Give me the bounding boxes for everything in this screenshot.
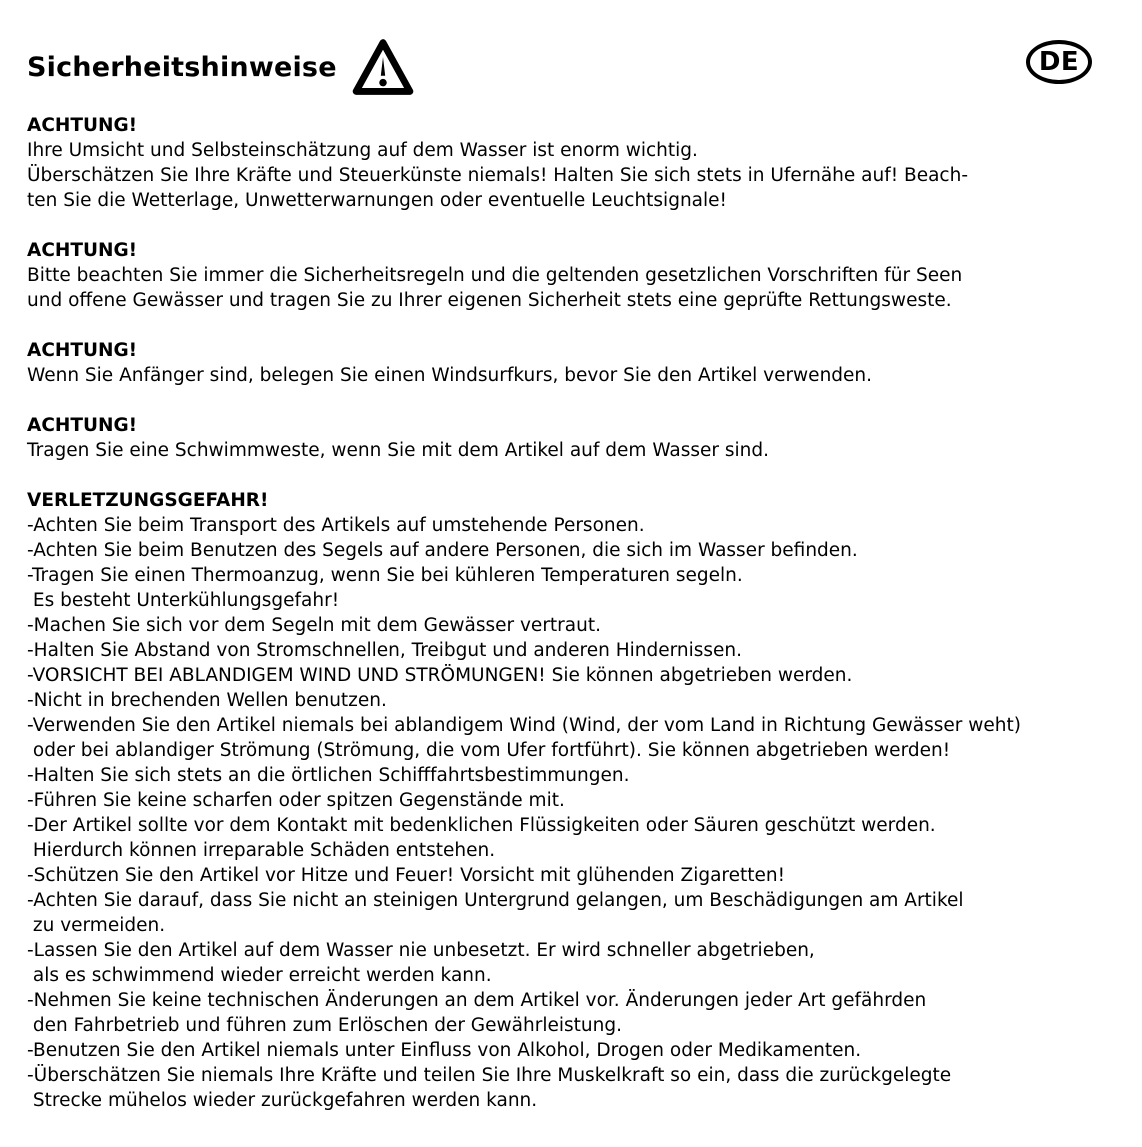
section-heading: ACHTUNG! [27,115,138,136]
text-line: Hierdurch können irreparable Schäden entstehen. [27,840,496,861]
section-heading: ACHTUNG! [27,240,138,261]
text-line: -Lassen Sie den Artikel auf dem Wasser nie unbesetzt. Er wird schneller abgetrieben, [27,940,815,961]
text-line: -Verwenden Sie den Artikel niemals bei ablandigem Wind (Wind, der vom Land in Richtung Gewässer weht) [27,715,1021,736]
text-line: als es schwimmend wieder erreicht werden kann. [27,965,492,986]
section-achtung-3 [27,338,1122,388]
text-line: -Benutzen Sie den Artikel niemals unter Einfluss von Alkohol, Drogen oder Medikamenten. [27,1040,862,1061]
text-line: -Achten Sie darauf, dass Sie nicht an steinigen Untergrund gelangen, um Beschädigungen am Artikel [27,890,964,911]
text-line: -Tragen Sie einen Thermoanzug, wenn Sie bei kühleren Temperaturen segeln. [27,565,743,586]
text-line: Ihre Umsicht und Selbsteinschätzung auf dem Wasser ist enorm wichtig. [27,140,698,161]
section-achtung-1 [27,113,1122,213]
text-line: -Achten Sie beim Benutzen des Segels auf andere Personen, die sich im Wasser befinden. [27,540,858,561]
text-line: Es besteht Unterkühlungsgefahr! [27,590,340,611]
text-line: Bitte beachten Sie immer die Sicherheitsregeln und die geltenden gesetzlichen Vorschriften für Seen [27,265,963,286]
section-verletzungsgefahr [27,488,1122,1113]
text-line: -Der Artikel sollte vor dem Kontakt mit bedenklichen Flüssigkeiten oder Säuren geschützt werden. [27,815,936,836]
text-line: -Überschätzen Sie niemals Ihre Kräfte und teilen Sie Ihre Muskelkraft so ein, dass die zurückgelegte [27,1065,952,1086]
section-heading: ACHTUNG! [27,340,138,361]
language-badge-label: DE [1038,47,1080,77]
text-line: oder bei ablandiger Strömung (Strömung, die vom Ufer fortführt). Sie können abgetrieben werden! [27,740,951,761]
section-achtung-2 [27,238,1122,313]
text-line: Wenn Sie Anfänger sind, belegen Sie einen Windsurfkurs, bevor Sie den Artikel verwenden. [27,365,873,386]
page-title: Sicherheitshinweise [27,51,337,83]
text-line: den Fahrbetrieb und führen zum Erlöschen der Gewährleistung. [27,1015,622,1036]
text-line: Strecke mühelos wieder zurückgefahren werden kann. [27,1090,538,1111]
warning-triangle-icon [351,37,415,97]
section-heading: VERLETZUNGSGEFAHR! [27,490,269,511]
text-line: -Halten Sie sich stets an die örtlichen Schifffahrtsbestimmungen. [27,765,630,786]
text-line: und offene Gewässer und tragen Sie zu Ihrer eigenen Sicherheit stets eine geprüfte Rettungsweste. [27,290,952,311]
section-heading: ACHTUNG! [27,415,138,436]
text-line: Überschätzen Sie Ihre Kräfte und Steuerkünste niemals! Halten Sie sich stets in Ufernähe auf! Beach- [27,165,968,186]
text-line: -Machen Sie sich vor dem Segeln mit dem Gewässer vertraut. [27,615,601,636]
language-badge [1026,40,1092,84]
text-line: -Nicht in brechenden Wellen benutzen. [27,690,387,711]
text-line: -Achten Sie beim Transport des Artikels auf umstehende Personen. [27,515,645,536]
text-line: zu vermeiden. [27,915,166,936]
text-line: -Halten Sie Abstand von Stromschnellen, Treibgut und anderen Hindernissen. [27,640,743,661]
text-line: -VORSICHT BEI ABLANDIGEM WIND UND STRÖMUNGEN! Sie können abgetrieben werden. [27,665,853,686]
text-line: -Schützen Sie den Artikel vor Hitze und Feuer! Vorsicht mit glühenden Zigaretten! [27,865,786,886]
page-header [27,36,1122,98]
text-line: ten Sie die Wetterlage, Unwetterwarnungen oder eventuelle Leuchtsignale! [27,190,727,211]
section-achtung-4 [27,413,1122,463]
text-line: -Nehmen Sie keine technischen Änderungen an dem Artikel vor. Änderungen jeder Art gefährden [27,990,927,1011]
text-line: -Führen Sie keine scharfen oder spitzen Gegenstände mit. [27,790,565,811]
text-line: Tragen Sie eine Schwimmweste, wenn Sie mit dem Artikel auf dem Wasser sind. [27,440,770,461]
